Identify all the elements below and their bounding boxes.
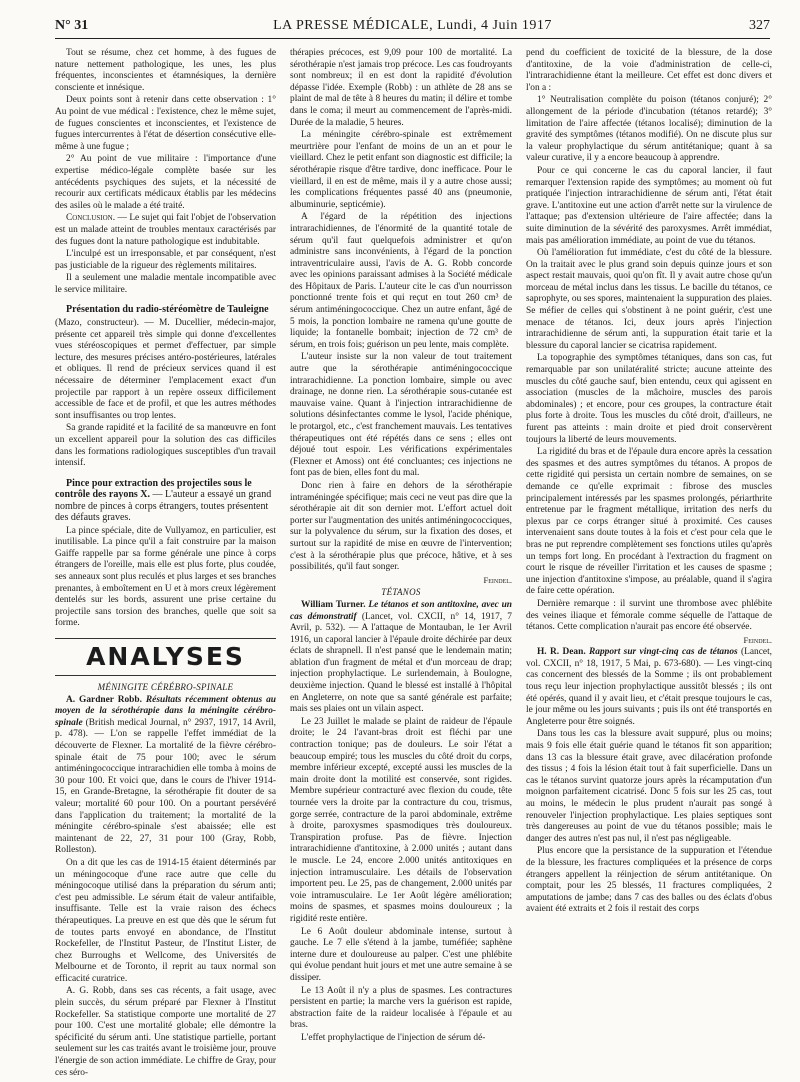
review-source: (Lancet, vol. CXCII, n° 14, 1917, 7 Avril, p. 532). [290, 611, 512, 634]
paragraph: Tout se résume, chez cet homme, à des fugues de nature nettement pathologique, les unes, les plus fréquentes, inconscientes et étamnésiques, la dernière consciente et innésique. [55, 48, 276, 93]
paragraph: Dernière remarque : il survint une thrombose avec phlébite des veines iliaque et fémorale comme séquelle de l'attaque de tétanos. Cette complication n'aurait pas encore été observée. [526, 598, 772, 633]
review-author: A. Gardner Robb. [66, 694, 142, 705]
issue-number: N° 31 [55, 18, 89, 33]
review-text: — Les vingt-cinq cas concernent des blessés de la Somme ; ils ont probablement tous reçu leur injection prophylactique aussitôt blessés ; ils ont été opérés, quand il y avait lieu, et c'était presque toujours le cas, le jour même ou les jours suivants ; puis ils ont été transportés en Angleterre pour être soignés. [526, 658, 772, 727]
review-text: — A l'attaque de Montauban, le 1er Avril 1916, un caporal lancier à l'épaule droite déchirée par deux éclats de shrapnell. Il n'est pansé que le lendemain matin; ablation d'un fragment de métal et d'un morceau de drap; injection prophylactique. Le surlendemain, à Boulogne, deuxième injection. Quand le blessé est installé à l'hôpital en Angleterre, on note que sa santé générale est parfaite; mais ses plaies ont un vilain aspect. [290, 623, 512, 715]
page-header [55, 18, 770, 39]
column-1 [55, 48, 276, 1076]
paragraph: Pour ce qui concerne le cas du caporal lancier, il faut remarquer l'extension rapide des symptômes; au moment où fut pratiquée l'injection intrarachidienne de sérum anti, l'état était grave. L'antitoxine eut une action d'arrêt nette sur la virulence de l'attaque; pas d'extension ultérieure de l'aire affectée; dans la suite diminution de la sévérité des paroxysmes. Arrêt immédiat, mais pas amélioration immédiate, au point de vue du tétanos. [526, 165, 772, 246]
paragraph: A. G. Robb, dans ses cas récents, a fait usage, avec plein succès, du sérum préparé par Flexner à l'Institut Rockefeller. Sa statistique comporte une mortalité de 27 pour 100. C'est une mortalité globale; elle démontre la spécificité du sérum anti. Une statistique partielle, portant seulement sur les cas traités avant le troisième jour, prouve l'énergie de son action immédiate. Le chiffre de Gray, pour ces séro- [55, 986, 276, 1076]
paragraph: L'effet prophylactique de l'injection de sérum dé- [301, 1032, 486, 1043]
review-text: — L'on se rappelle l'effet immédiat de la découverte de Flexner. La mortalité de la fièvre cérébro-spinale était de 75 pour 100; avec le sérum antiméningococcique intrarachidien elle tomba à moins de 30 pour 100. Et voici que, dans le cours de l'hiver 1914-15, en Grande-Bretagne, la sérothérapie fit douter de sa valeur; mortalité 60 pour 100. On a pourtant persévéré dans l'application du traitement; la mortalité de la méningite cérébro-spinale s'est abaissée; elle est maintenant de 22, 27, 31 pour 100 (Gray, Robb, Rolleston). [55, 729, 276, 856]
analyses-section-title: ANALYSES [55, 638, 276, 676]
review-reference [55, 695, 276, 857]
heading-continuation: — L'auteur a essayé un grand nombre de pinces à corps étrangers, toutes présentent des défauts graves. [55, 489, 272, 524]
review-source: (British medical Journal, n° 2937, 1917, 14 Avril, p. 478). [55, 717, 276, 740]
page-number: 327 [749, 18, 770, 33]
column-2 [290, 48, 512, 1076]
review-reference [526, 647, 772, 728]
review-author: William Turner. [301, 599, 366, 610]
review-source: (Lancet, vol. CXCII, n° 18, 1917, 5 Mai, p. 673-680). [526, 647, 772, 669]
heading-text: Présentation du radio-stéréomètre de Tauleigne [66, 304, 269, 316]
paragraph: La rigidité du bras et de l'épaule dura encore après la cessation des spasmes et des autres symptômes du tétanos. A propos de cette rigidité qui persista un certain nombre de semaines, on se demande ce qu'elle exprimait : fibrose des muscles principalement intéressés par les spasmes prolongés, périarthrite entretenue par le fragment métallique, irritation des nerfs du plexus par ce corps étranger situé à proximité. Ces causes intervenaient sans doute toutes à la fois et c'est pour cela que le bras ne put reprendre complètement ses fonctions utiles qu'après un temps fort long. En procédant à l'extraction du fragment on court le risque de réveiller l'irritation et les causes de spasme ; une injection d'antitoxine s'impose, au préalable, quand il s'agira de faire cette opération. [526, 447, 772, 597]
review-title: Rapport sur vingt-cinq cas de tétanos [589, 647, 738, 658]
rubric-meningite: MÉNINGITE CÉRÉBRO-SPINALE [97, 682, 234, 693]
review-author: H. R. Dean. [537, 647, 586, 658]
paragraph: Le 23 Juillet le malade se plaint de raideur de l'épaule droite; le 24 l'avant-bras droit est fléchi par une contraction tonique; pas de douleurs. Le soir l'état a beaucoup empiré; tous les muscles du côté droit du corps, membre inférieur excepté, excepté aussi les muscles de la main droite dont la motilité est conservée, sont rigides. Membre supérieur contracturé avec flexion du coude, tête tournée vers la droite par la contracture du cou, trismus, gorge serrée, contracture de la paroi abdominale, extrême à droite, paroxysmes spasmodiques très douloureux. Transpiration profuse. Pas de fièvre. Injection intrarachidienne d'antitoxine, à 2.000 unités ; autant dans le muscle. Le 24, encore 2.000 unités antitoxiques en injection intramusculaire. Les détails de l'observation importent peu. Le 25, pas de changement, 2.000 unités par voie intramusculaire. Le 1er Août légère amélioration; moins de spasmes, et spasmes moins douloureux ; la rigidité reste entière. [290, 716, 512, 924]
paragraph: Le 13 Août il n'y a plus de spasmes. Les contractures persistent en partie; la marche vers la guérison est rapide, abstraction faite de la raideur localisée à l'épaule et au bras. [290, 985, 512, 1031]
paragraph: On a dit que les cas de 1914-15 étaient déterminés par un méningocoque d'une race autre que celle du méningocoque utilisé dans la préparation du sérum anti; c'est peu admissible. Le sérum était de valeur antifaible, insuffisante. Telle est la vraie raison des échecs thérapeutiques. La preuve en est que dès que le sérum fut de toutes parts envoyé en abondance, de l'Institut Rockefeller, de l'Institut Pasteur, de l'Institut Lister, de chez Burroughs et Wellcome, des Universités de Melbourne et de Toronto, il reprit au taux normal son efficacité curatrice. [55, 857, 276, 984]
paragraph: La pince spéciale, dite de Vullyamoz, en particulier, est inutilisable. La pince qu'il a fait construire par la maison Gaiffe rappelle par sa forme générale une pince à corps étrangers de l'oreille, mais elle est plus forte, plus coudée, ses anneaux sont plus reculés et plus larges et ses branches prenantes, à emboîtement en U et à mors creux légèrement dentelés sur les bords, assurent une prise certaine du projectile sans torsion des branches, quelle que soit sa forme. [55, 525, 276, 629]
paragraph: 2° Au point de vue militaire : l'importance d'une expertise médico-légale complète basée sur les antécédents psychiques des sujets, et la nécessité de recourir aux certificats médicaux établis par les médecins des asiles où le malade a été traité. [55, 154, 276, 211]
paragraph: Il a seulement une maladie mentale incompatible avec le service militaire. [55, 273, 276, 295]
signature: Feindel. [483, 574, 512, 585]
conclusion-paragraph [55, 213, 276, 248]
paragraph: La topographie des symptômes tétaniques, dans son cas, fut remarquable par son unilatéralité stricte; aucune atteinte des muscles du côté gauche sauf, bien entendu, ceux qui agissent en association (muscles de la mâchoire, muscles des parois abdominales) ; et encore, pour ces groupes, la contracture était plus forte à droite. Tous les muscles du côté droit, d'ailleurs, ne furent pas atteints : main droite et pied droit conservèrent toujours la liberté de leurs mouvements. [526, 353, 772, 445]
review-reference [290, 600, 512, 716]
paragraph: L'inculpé est un irresponsable, et par conséquent, n'est pas justiciable de la rigueur des règlements militaires. [55, 249, 276, 271]
heading-sub: (Mazo, constructeur). — M. Ducellier, [55, 317, 212, 328]
section-heading-radio-stereometre [55, 304, 276, 316]
review-title: Résultats récemment obtenus au moyen de la sérothérapie dans la méningite cérébro-spinale [55, 694, 276, 728]
paragraph: pend du coefficient de toxicité de la blessure, de la dose d'antitoxine, de la voie d'administration de celle-ci, l'intrarachidienne étant la meilleure. Cet effet est donc divers et l'on a : [526, 48, 772, 93]
rubric-tetanos: TÉTANOS [381, 587, 421, 598]
column-3 [526, 48, 772, 1076]
paragraph: Dans tous les cas la blessure avait suppuré, plus ou moins; mais 9 fois elle était guérie quand le tétanos fit son apparition; dans 13 cas la blessure était grave, avec dilacération profonde des tissus ; 4 fois la lésion était tout à fait superficielle. Dans un cas le tétanos survint quatorze jours après la récamputation d'un moignon parfaitement cicatrisé. Donc 5 fois sur les 25 cas, tout au moins, le médecin le plus prudent n'aurait pas songé à renouveler l'injection prophylactique. Les plaies septiques sont très dangereuses au point de vue du tétanos possible; mais le danger des autres n'est pas nul, il n'est pas négligeable. [526, 729, 772, 844]
paragraph: thérapies précoces, est 9,09 pour 100 de mortalité. La sérothérapie n'est jamais trop précoce. Les cas foudroyants sont nombreux; il en est dont la rapidité d'évolution dépasse l'idée. Exemple (Robb) : un athlète de 28 ans se plaint de mal de tête à 8 heures du matin; il délire et tombe dans le coma; il meurt au commencement de l'après-midi. Durée de la maladie, 5 heures. [290, 48, 512, 128]
paragraph: Plus encore que la persistance de la suppuration et l'étendue de la blessure, les fractures compliquées et la présence de corps étrangers appellent la réinjection de sérum antitétanique. On comptait, pour les 25 blessés, 11 fractures compliquées, 2 amputations de jambe; dans 7 cas des balles ou des éclats d'obus avaient été extraits et 2 fois il restait des corps [526, 846, 772, 915]
paragraph: La méningite cérébro-spinale est extrêmement meurtrière pour l'enfant de moins de un an et pour le vieillard. Chez le petit enfant son diagnostic est difficile; la sérothérapie risque d'être tardive, donc inefficace. Pour le vieillard, il en est de même, mais il y a autre chose aussi; les complications fréquentes passé 40 ans (pneumonie, albuminurie, septicémie). [290, 130, 512, 210]
paragraph: 1° Neutralisation complète du poison (tétanos conjuré); 2° allongement de la période d'incubation (tétanos retardé); 3° limitation de l'aire affectée (tétanos localisé); diminution de la gravité des symptômes (tétanos modifié). On ne discute plus sur la valeur prophylactique du sérum antitétanique; quant à sa valeur curative, il y a encore beaucoup à apprendre. [526, 95, 772, 164]
paragraph: Où l'amélioration fut immédiate, c'est du côté de la blessure. On la traitait avec le plus grand soin depuis quinze jours et son aspect restait mauvais, quoi qu'on fît. Il y avait autre chose qu'un morceau de métal inclus dans les tissus. Le bacille du tétanos, ce saprophyte, ou ses spores, maintenaient la suppuration des plaies. Se méfier de celles qui s'obstinent à ne point guérir, c'est une menace de tétanos. Ici, deux jours après l'injection intrarachidienne de sérum anti, la suppuration était tarie et la blessure du caporal lancier se cicatrisa rapidement. [526, 248, 772, 351]
review-title: Le tétanos et son antitoxine, avec un cas démonstratif [290, 599, 512, 622]
paragraph: L'auteur insiste sur la non valeur de tout traitement autre que la sérothérapie antiméningococcique intrarachidienne. La ponction lombaire, simple ou avec drainage, ne donne rien. La sérothérapie sous-cutanée est mauvaise vaine. Quant à l'injection intrarachidienne de solutions désinfectantes comme le lysol, l'acide phénique, le protargol, etc., c'est franchement mauvais. Les tentatives thérapeutiques ont été répétés dans ce sens ; elles ont déjoué tout espoir. Les vérifications expérimentales (Flexner et Amoss) ont été concluantes; ces injections ne font pas de bien, elles font du mal. [290, 352, 512, 479]
section-heading-pince [55, 478, 276, 524]
journal-title: LA PRESSE MÉDICALE, Lundi, 4 Juin 1917 [273, 18, 552, 33]
paragraph: Donc rien à faire en dehors de la sérothérapie intraméningée spécifique; mais ceci ne veut pas dire que la sérothérapie ait dit son dernier mot. L'effort actuel doit porter sur l'augmentation des unités antiméningococciques, sur la polyvalence du sérum, sur la fixation des doses, et surtout sur la rapidité de mise en œuvre de l'intervention; c'est à la sérothérapie plus que précoce, hâtive, et à ses possibilités, qu'il faut songer. [290, 480, 512, 573]
paragraph [55, 318, 276, 422]
signature: Feindel. [743, 634, 772, 645]
paragraph: A l'égard de la répétition des injections intrarachidiennes, de l'énormité de la quantité totale de sérum qu'il faut quelquefois administrer et qu'on administre sans inconvénients, à l'égard de la ponction intraventriculaire aussi, l'avis de A. G. Robb concorde avec les opinions paraissant admises à la Société médicale des Hôpitaux de Paris. L'auteur cite le cas d'un nourrisson ponctionné trente fois et qui reçut en tout 260 cm³ de sérum antiméningococcique. Chez un autre enfant, âgé de 5 mois, la ponction lombaire ne ramena qu'une goutte de liquide; la fontanelle bombait; injection de 72 cm³ de sérum, en trois fois; guérison un peu lente, mais complète. [290, 212, 512, 350]
conclusion-label: Conclusion. [66, 213, 116, 224]
conclusion-text: — Le sujet qui fait l'objet de l'observation est un malade atteint de troubles mentaux caractérisés par des fugues dont la nature pathologique est indubitable. [55, 213, 276, 247]
paragraph: Deux points sont à retenir dans cette observation : 1° Au point de vue médical : l'existence, chez le même sujet, de fugues conscientes et inconscientes, et l'existence de fugues intercurrentes à l'état de désertion consécutive elle-même à une fugue ; [55, 95, 276, 152]
heading-text: Pince pour extraction des projectiles sous le contrôle des rayons X. [55, 477, 252, 501]
paragraph: Sa grande rapidité et la facilité de sa manœuvre en font un excellent appareil pour la solution des cas difficiles dans les formations radiologiques susceptibles d'un travail intensif. [55, 423, 276, 469]
paragraph-text: médecin-major, présente cet appareil très simple qui donne d'excellentes vues stéréoscopiques et permet d'effectuer, par simple lecture, des mesures précises antéro-postérieures, latérales et obliques. Il rend de précieux services quand il est nécessaire de déterminer l'emplacement exact d'un projectile par rapport à un repère osseux difficilement accessible de face et de profil, et que les autres méthodes sont insuffisantes ou trop lentes. [55, 317, 276, 421]
paragraph: Le 6 Août douleur abdominale intense, surtout à gauche. Le 7 elle s'étend à la jambe, tuméfiée; saphène interne dure et douloureuse au palper. C'est une phlébite qui évolue pendant huit jours et met une autre semaine à se dissiper. [290, 926, 512, 983]
